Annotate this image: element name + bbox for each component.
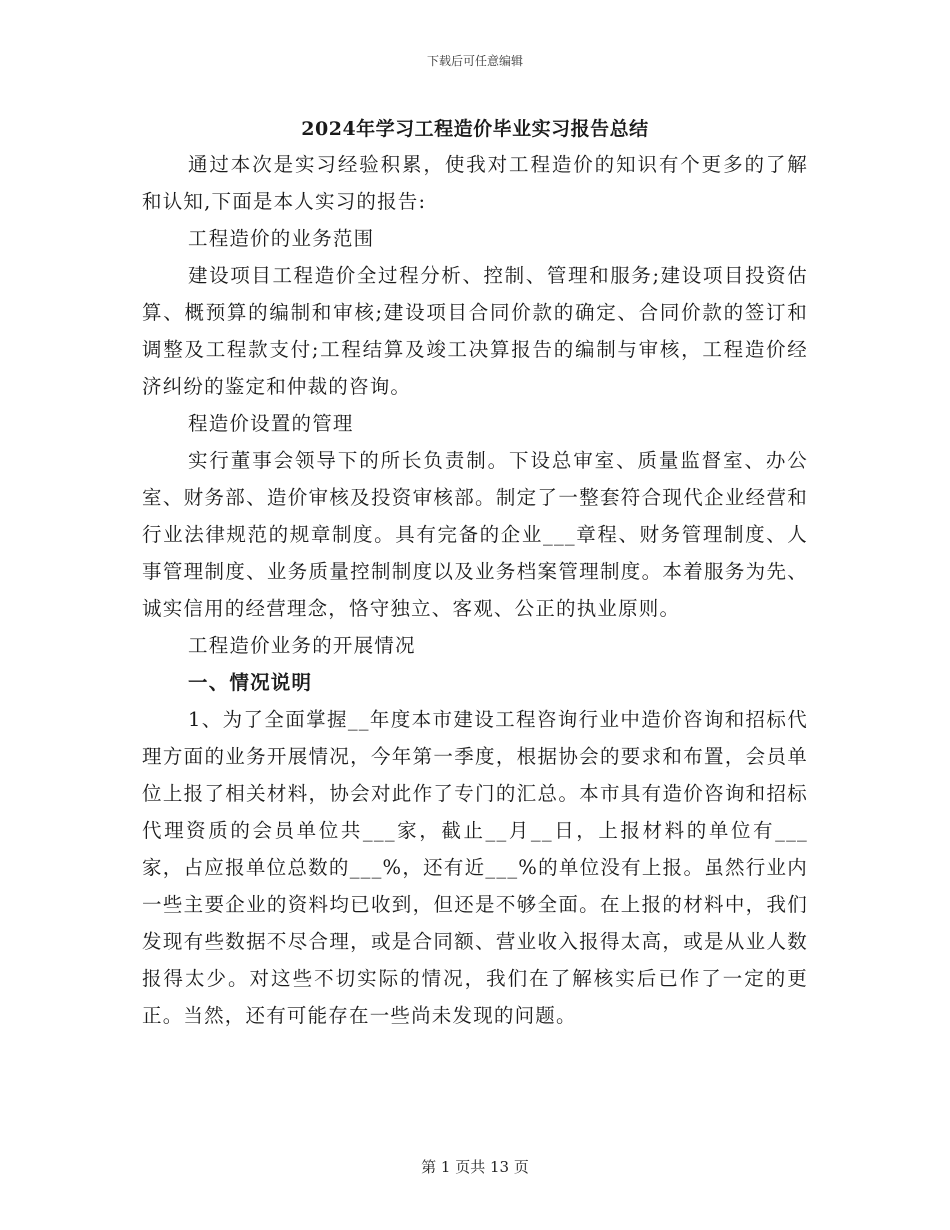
- paragraph-business-scope: 建设项目工程造价全过程分析、控制、管理和服务;建设项目投资估算、概预算的编制和审核;建设项目合同价款的确定、合同价款的签订和调整及工程款支付;工程结算及竣工决算报告的编制与审核，工程造价经济纠纷的鉴定和仲裁的咨询。: [142, 264, 808, 398]
- page-header-note: 下载后可任意编辑: [426, 54, 523, 68]
- section-heading-management: 程造价设置的管理: [188, 412, 354, 435]
- section-heading-business-status: 工程造价业务的开展情况: [188, 634, 416, 657]
- paragraph-situation-1: 1、为了全面掌握__年度本市建设工程咨询行业中造价咨询和招标代理方面的业务开展情况，今年第一季度，根据协会的要求和布置，会员单位上报了相关材料，协会对此作了专门的汇总。本市具有造价咨询和招标代理资质的会员单位共___家，截止__月__日，上报材料的单位有___家，占应报单位总数的___%，还有近___%的单位没有上报。虽然行业内一些主要企业的资料均已收到，但还是不够全面。在上报的材料中，我们发现有些数据不尽合理，或是合同额、营业收入报得太高，或是从业人数报得太少。对这些不切实际的情况，我们在了解核实后已作了一定的更正。当然，还有可能存在一些尚未发现的问题。: [142, 708, 808, 1027]
- paragraph-intro: 通过本次是实习经验积累，使我对工程造价的知识有个更多的了解和认知,下面是本人实习的报告:: [142, 153, 808, 213]
- document-title: 2024年学习工程造价毕业实习报告总结: [301, 118, 649, 140]
- section-heading-business-scope: 工程造价的业务范围: [188, 227, 375, 250]
- section-heading-situation: 一、情况说明: [188, 671, 313, 694]
- document-body: [142, 146, 808, 1034]
- page-footer-page-number: 第 1 页共 13 页: [421, 1158, 529, 1176]
- paragraph-management: 实行董事会领导下的所长负责制。下设总审室、质量监督室、办公室、财务部、造价审核及投资审核部。制定了一整套符合现代企业经营和行业法律规范的规章制度。具有完备的企业___章程、财务管理制度、人事管理制度、业务质量控制制度以及业务档案管理制度。本着服务为先、诚实信用的经营理念，恪守独立、客观、公正的执业原则。: [142, 449, 808, 620]
